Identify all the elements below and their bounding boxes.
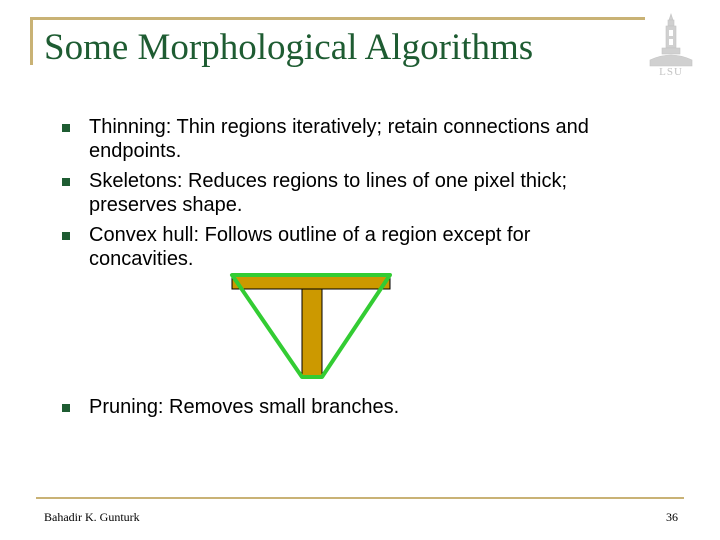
bullet-line: preserves shape. <box>89 194 243 216</box>
logo-text: LSU <box>659 66 683 78</box>
convex-hull-figure <box>228 270 394 382</box>
footer-author: Bahadir K. Gunturk <box>44 510 140 524</box>
bullet-thinning <box>62 115 662 163</box>
square-bullet-icon <box>62 124 70 132</box>
bullet-line: Pruning: Removes small branches. <box>89 396 400 418</box>
bullet-convex-hull <box>62 223 662 271</box>
bullet-skeletons <box>62 169 662 217</box>
bullet-line: Skeletons: Reduces regions to lines of one pixel thick; <box>89 170 568 192</box>
bullet-line: concavities. <box>89 248 194 270</box>
page-number: 36 <box>666 510 678 524</box>
t-shape-stem <box>302 289 322 377</box>
footer-divider <box>36 497 684 499</box>
square-bullet-icon <box>62 178 70 186</box>
square-bullet-icon <box>62 232 70 240</box>
t-shape-crossbar <box>232 275 390 289</box>
square-bullet-icon <box>62 404 70 412</box>
bullet-line: Convex hull: Follows outline of a region except for <box>89 224 531 246</box>
bullet-line: endpoints. <box>89 140 182 162</box>
title-frame-top <box>30 17 645 20</box>
bullet-pruning <box>62 395 662 419</box>
bullet-line: Thinning: Thin regions iteratively; retain connections and <box>89 116 589 138</box>
slide-title: Some Morphological Algorithms <box>44 27 534 68</box>
title-frame-left <box>30 17 33 65</box>
